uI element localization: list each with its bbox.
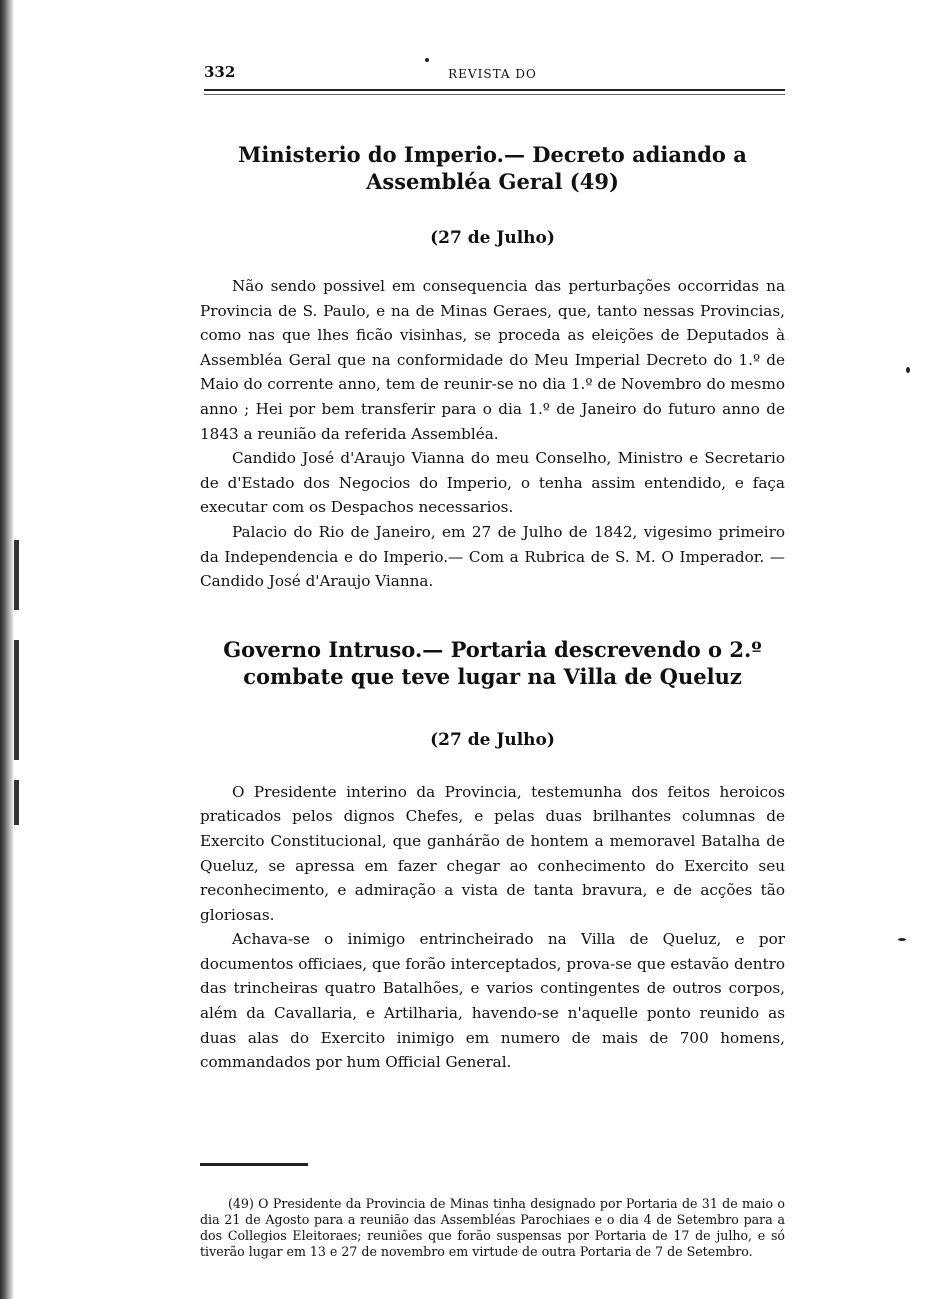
footnote: (49) O Presidente da Provincia de Minas tinha designado por Portaria de 31 de maio o dia 21 de Agosto para a reunião das Assembléas Parochiaes e o dia 4 de Setembro para a dos Collegios Eleitoraes; reuniões que forão suspensas por Portaria de 17 de julho, e só tiverão lugar em 13 e 27 de novembro em virtude de outra Portaria de 7 de Setembro. <box>200 1196 785 1259</box>
section-1-paragraph: Palacio do Rio de Janeiro, em 27 de Julho de 1842, vigesimo primeiro da Independencia e do Imperio.— Com a Rubrica de S. M. O Imperador. — Candido José d'Araujo Vianna. <box>200 522 785 591</box>
footnote-rule <box>200 1163 308 1166</box>
scan-edge-mark <box>14 780 19 825</box>
scan-edge-mark <box>14 640 19 760</box>
section-1-title: Ministerio do Imperio.— Decreto adiando a Assembléa Geral (49) <box>238 142 747 194</box>
section-1-date: (27 de Julho) <box>430 228 555 248</box>
book-page <box>200 55 785 1075</box>
running-title: REVISTA DO <box>448 67 537 81</box>
section-2-date: (27 de Julho) <box>430 729 555 750</box>
running-head <box>200 55 785 89</box>
page-number: 332 <box>204 63 236 81</box>
scan-edge-mark <box>14 540 19 610</box>
scan-page-edge <box>0 0 14 1299</box>
section-2-paragraph: O Presidente interino da Provincia, testemunha dos feitos heroicos praticados pelos dignos Chefes, e pelas duas brilhantes columnas de Exercito Constitucional, que ganhárão de hontem a memoravel Batalha de Queluz, se apressa em fazer chegar ao conhecimento do Exercito seu reconhecimento, e admiração a vista de tanta bravura, e de acções tão gloriosas. <box>200 782 785 924</box>
section-2-paragraph: Achava-se o inimigo entrincheirado na Villa de Queluz, e por documentos officiaes, que forão interceptados, prova-se que estavão dentro das trincheiras quatro Batalhões, e varios contingentes de outros corpos, além da Cavallaria, e Artilharia, havendo-se n'aquelle ponto reunido as duas alas do Exercito inimigo em numero de mais de 700 homens, commandados por hum Official General. <box>200 930 785 1072</box>
section-1-paragraph: Não sendo possivel em consequencia das perturbações occorridas na Provincia de S. Paulo, e na de Minas Geraes, que, tanto nessas Provincias, como nas que lhes ficão visinhas, se proceda as eleições de Deputados à Assembléa Geral que na conformidade do Meu Imperial Decreto do 1.º de Maio do corrente anno, tem de reunir-se no dia 1.º de Novembro do mesmo anno ; Hei por bem transferir para o dia 1.º de Janeiro do futuro anno de 1843 a reunião da referida Assembléa. <box>200 277 785 443</box>
section-2-title: Governo Intruso.— Portaria descrevendo o 2.º combate que teve lugar na Villa de Queluz <box>223 636 762 689</box>
header-rule <box>204 89 785 95</box>
scan-speck <box>906 367 910 373</box>
section-1-paragraph: Candido José d'Araujo Vianna do meu Conselho, Ministro e Secretario de d'Estado dos Negocios do Imperio, o tenha assim entendido, e faça executar com os Despachos necessarios. <box>200 449 785 517</box>
scan-speck <box>898 938 906 941</box>
